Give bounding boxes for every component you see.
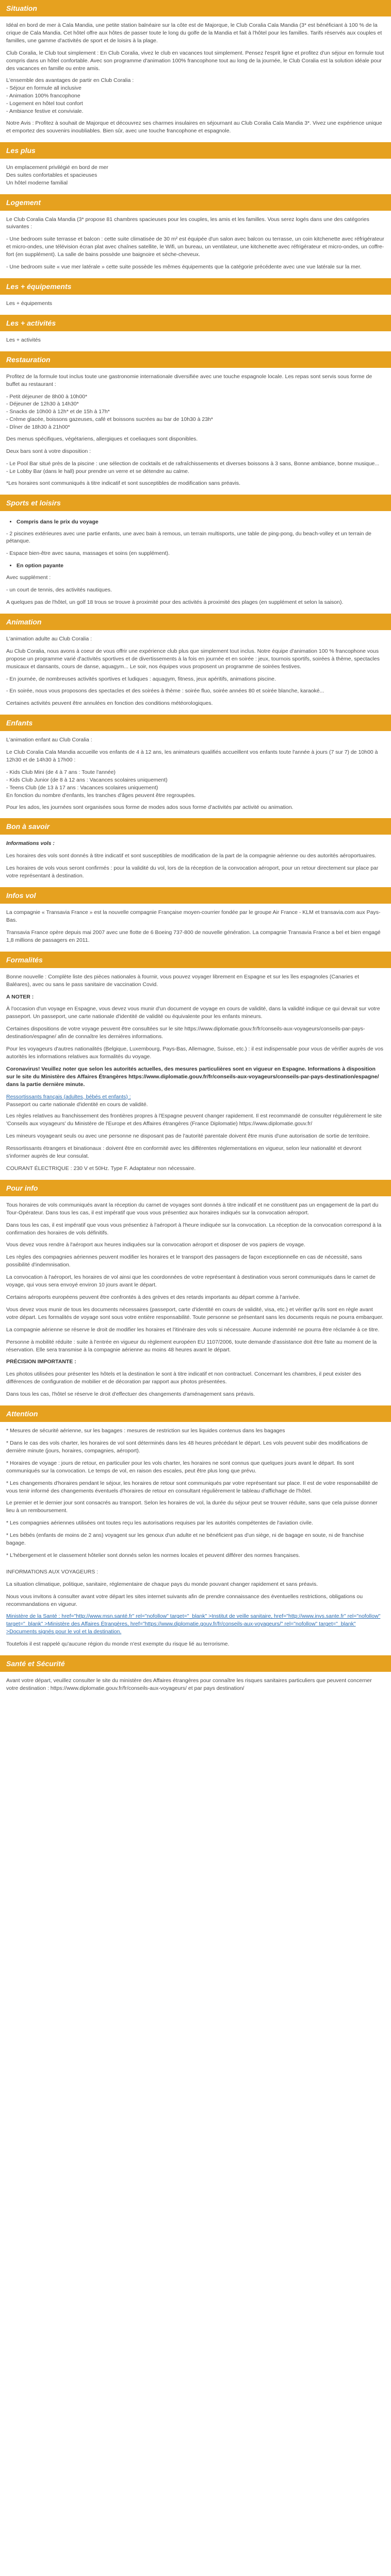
sports-golf: A quelques pas de l'hôtel, un golf 18 trous se trouve à proximité pour des activités à proximité des plages (en supplément et selon la saison). <box>6 599 344 605</box>
section-bon-savoir <box>0 818 391 887</box>
formalites-covid: Coronavirus! Veuillez noter que selon les autorités actuelles, des mesures particulières sont en vigueur en Espagne. Informations à disposition sur le site du Ministère des Affaires Étrangères https://www.diplomatie.gouv.fr/fr/conseils-aux-voyageurs/conseils-par-pays-destination/espagne/ dans la partie dernière minute. <box>6 1065 379 1088</box>
attention-text: * Les compagnies aériennes utilisées ont toutes reçu les autorisations requises par les autorités compétentes de l'aviation civile. <box>6 1520 313 1527</box>
section-equipements <box>0 278 391 315</box>
pour-info-text: Vous devez vous rendre à l'aéroport aux heures indiquées sur la convocation aéroport et disposer de vos papiers de voyage. <box>6 1242 305 1248</box>
animation-note: Certaines activités peuvent être annulées en fonction des conditions météorologiques. <box>6 700 213 707</box>
bon-savoir-text: Les horaires de vols vous seront confirmés : pour la validité du vol, lors de la réception de la convocation aéroport, pour un retour directement sur place par votre représentant à destination. <box>6 865 379 879</box>
section-title-activites: Les + activités <box>0 315 391 331</box>
pour-info-text: La compagnie aérienne se réserve le droit de modifier les horaires et l'itinéraire des vols si nécessaire. Aucune indemnité ne pourra être réclamée à ce titre. <box>6 1326 380 1333</box>
attention-text: * Horaires de voyage : jours de retour, en particulier pour les vols charter, les horaires ne sont connus que quelques jours avant le départ. Ils sont communiqués sur la convocation. Le temps de vol, en raison des escales, peut être plus long que prévu. <box>6 1460 354 1474</box>
section-title-sante: Santé et Sécurité <box>0 1655 391 1672</box>
section-formalites <box>0 952 391 1180</box>
section-title-pour-info: Pour info <box>0 1180 391 1196</box>
formalites-foreign: Ressortissants étrangers et binationaux : doivent être en conformité avec les différentes réglementations en vigueur, selon leur nationalité et devront s'informer auprès de leur consulat. <box>6 1145 362 1160</box>
section-title-sports: Sports et loisirs <box>0 495 391 511</box>
animation-day: - En journée, de nombreuses activités sportives et ludiques : aquagym, fitness, jeux apéritifs, animations piscine. <box>6 675 276 682</box>
infos-vol-text: Transavia France opère depuis mai 2007 avec une flotte de 6 Boeing 737-800 de nouvelle génération. La compagnie Transavia France a bel et bien engagé 1,8 millions de passagers en 2011. <box>6 929 381 943</box>
infos-vol-text: La compagnie « Transavia France » est la nouvelle compagnie Française moyen-courrier fondée par le groupe Air France - KLM et transavia.com aux Pays-Bas. <box>6 909 381 923</box>
section-title-formalites: Formalités <box>0 952 391 968</box>
section-restauration <box>0 351 391 495</box>
logement-suite-2: - Une bedroom suite « vue mer latérale » cette suite possède les mêmes équipements que la catégorie précédente avec une vue latérale sur la mer. <box>6 264 362 270</box>
restauration-note: *Les horaires sont communiqués à titre indicatif et sont susceptibles de modification sans préavis. <box>6 480 241 486</box>
plus-item: Des suites confortables et spacieuses <box>6 172 97 178</box>
section-title-situation: Situation <box>0 0 391 16</box>
pour-info-text: Dans tous les cas, l'hôtel se réserve le droit d'effectuer des changements d'aménagement sans préavis. <box>6 1391 255 1398</box>
enfants-label: L'animation enfant au Club Coralia : <box>6 737 92 743</box>
pour-info-text: Les règles des compagnies aériennes peuvent modifier les horaires et le transport des passagers de façon exceptionnelle en cas de nécessité, sans possibilité d'indemnisation. <box>6 1254 362 1268</box>
animation-evening: - En soirée, nous vous proposons des spectacles et des soirées à thème : soirée fluo, soirée années 80 et soirée blanche, karaoké... <box>6 688 324 694</box>
sports-option-heading: • En option payante <box>17 562 385 570</box>
section-activites <box>0 315 391 351</box>
informations-terrorism: Toutefois il est rappelé qu'aucune région du monde n'est exempte du risque lié au terrorisme. <box>6 1641 230 1648</box>
animation-intro: Au Club Coralia, nous avons à coeur de vous offrir une expérience club plus que simplement tout inclus. Notre équipe d'animation 100 % francophone vous propose un programme varié d'activités sportives et de divertissements à la fois en journée et en soirée : jeux, tournois sportifs, soirées à thème, spectacles musicaux et dansants, cours de danse, aquagym... Le soir, nos équipes vous proposent un programme de soirées festives. <box>6 648 380 670</box>
section-title-restauration: Restauration <box>0 351 391 368</box>
section-attention <box>0 1405 391 1655</box>
restauration-hours: - Snacks de 10h00 à 12h* et de 15h à 17h* <box>6 409 110 415</box>
animation-label: L'animation adulte au Club Coralia : <box>6 635 92 642</box>
restauration-hours: - Dîner de 18h30 à 21h00* <box>6 424 70 431</box>
section-animation <box>0 614 391 715</box>
formalites-electric: COURANT ÉLECTRIQUE : 230 V et 50Hz. Type F. Adaptateur non nécessaire. <box>6 1165 196 1172</box>
sports-included-text: - 2 piscines extérieures avec une partie enfants, une avec bain à remous, un terrain multisports, une table de ping-pong, du beach-volley et un terrain de pétanque. <box>6 530 372 545</box>
section-sports <box>0 495 391 614</box>
restauration-menus: Des menus spécifiques, végétariens, allergiques et coeliaques sont disponibles. <box>6 436 198 443</box>
situation-list-item: - Ambiance festive et conviviale. <box>6 108 84 115</box>
section-title-animation: Animation <box>0 614 391 630</box>
section-title-bon-savoir: Bon à savoir <box>0 818 391 835</box>
informations-text: Nous vous invitons à consulter avant votre départ les sites internet suivants afin de prendre connaissance des éventuelles restrictions, obligations ou recommandations en vigueur. <box>6 1593 363 1607</box>
logement-intro: Le Club Coralia Cala Mandia (3* propose 81 chambres spacieuses pour les couples, les amis et les familles. Vous serez logés dans une des catégories suivantes : <box>6 216 369 230</box>
pour-info-text: Tous horaires de vols communiqués avant la réception du carnet de voyages sont donnés à titre indicatif et ne constituent pas un engagement de la part du Tour-Opérateur. Dans tous les cas, il est impératif que vous vous présentiez aux horaires indiqués sur la convocation aéroport. <box>6 1201 379 1216</box>
formalites-note-label: A NOTER : <box>6 993 34 1000</box>
restauration-intro: Profitez de la formule tout inclus toute une gastronomie internationale diversifiée avec une touche espagnole locale. Les repas sont servis sous forme de buffet au restaurant : <box>6 373 372 387</box>
sante-text: Avant votre départ, veuillez consulter le site du ministère des Affaires étrangères pour connaître les risques sanitaires particuliers que peuvent concerner votre destination : https://www.diplomatie.gouv.fr/fr/conseils-aux-voyageurs/ et par pays destination/ <box>6 1677 372 1691</box>
section-infos-vol <box>0 887 391 952</box>
enfants-intro: Le Club Coralia Cala Mandia accueille vos enfants de 4 à 12 ans, les animateurs qualifiés accueillent vos enfants toute l'année à jours (7 sur 7) de 10h00 à 12h30 et de 14h30 à 17h00 : <box>6 749 378 764</box>
formalites-text: À l'occasion d'un voyage en Espagne, vous devez vous munir d'un document de voyage en cours de validité, dans la validité indique ce qui devrait sur votre passeport. Un passeport, une carte nationale d'identité de validité ou équivalente pour les enfants mineurs. <box>6 1006 380 1020</box>
attention-text: * Dans le cas des vols charter, les horaires de vol sont déterminés dans les 48 heures précédant le départ. Les vols peuvent subir des modifications de dernière minute (jours, horaires, compagnies, aéroport). <box>6 1439 368 1454</box>
section-logement <box>0 194 391 278</box>
enfants-club: - Teens Club (de 13 à 17 ans : Vacances scolaires uniquement) <box>6 784 158 791</box>
section-title-infos-vol: Infos vol <box>0 887 391 904</box>
pour-info-text: Les photos utilisées pour présenter les hôtels et la destination le sont à titre indicatif et non contractuel. Concernant les chambres, il peut exister des différences de configuration de mobilier et de décoration par rapport aux photos présentées. <box>6 1371 362 1385</box>
section-situation <box>0 0 391 142</box>
formalites-text: Les mineurs voyageant seuls ou avec une personne ne disposant pas de l'autorité parentale doivent être munis d'une autorisation de sortie de territoire. <box>6 1133 370 1140</box>
enfants-club: - Kids Club Mini (de 4 à 7 ans : Toute l'année) <box>6 769 116 775</box>
situation-advantages-label: L'ensemble des avantages de partir en Club Coralia : <box>6 77 134 84</box>
pour-info-text: Dans tous les cas, il est impératif que vous vous présentiez à l'aéroport à l'heure indiquée sur la convocation. La réception de la convocation correspond à la confirmation des horaires de vols définitifs. <box>6 1222 382 1236</box>
section-sante <box>0 1655 391 1700</box>
section-title-equipements: Les + équipements <box>0 278 391 295</box>
restauration-bar: - Le Lobby Bar (dans le hall) pour prendre un verre et se détendre au calme. <box>6 468 189 474</box>
section-enfants <box>0 715 391 818</box>
informations-links[interactable]: Ministère de la Santé : href="http://www.msn.santé.fr" rel="nofollow" target="_blank" >Institut de veille sanitaire, href="http://www.invs.sante.fr" rel="nofollow" target="_blank" >Ministère des Affaires Étrangères, href="https://www.diplomatie.gouv.fr/fr/conseils-aux-voyageurs/" rel="nofollow" target="_blank" >Documents signés pour le vol et la destination. <box>6 1613 381 1635</box>
sports-supplement-text: - un court de tennis, des activités nautiques. <box>6 587 112 594</box>
attention-text: * L'hébergement et le classement hôtelier sont donnés selon les normes locales et peuvent différer des normes françaises. <box>6 1552 300 1558</box>
bon-savoir-label: Informations vols : <box>6 840 55 847</box>
pour-info-text: La convocation à l'aéroport, les horaires de vol ainsi que les coordonnées de votre représentant à destination vous seront communiqués dans le carnet de voyage, qui vous sera envoyé environ 10 jours avant le départ. <box>6 1274 376 1289</box>
attention-text: * Les changements d'horaires pendant le séjour, les horaires de retour sont communiqués par votre représentant sur place. Il est de votre responsabilité de vous tenir informé des changements éventuels d'horaires de retour en consultant régulièrement le tableau d'affichage de l'hôtel. <box>6 1480 378 1494</box>
formalites-french-text: Passeport ou carte nationale d'identité en cours de validité. <box>6 1101 148 1108</box>
sports-included-heading: • Compris dans le prix du voyage <box>17 518 385 526</box>
formalites-intro: Bonne nouvelle : Complète liste des pièces nationales à fournir, vous pouvez voyager librement en Espagne et sur les îles espagnoles (Canaries et Baléares), avec ou sans le pass sanitaire de vaccination Covid. <box>6 973 360 988</box>
attention-text: Le premier et le dernier jour sont consacrés au transport. Selon les horaires de vol, la durée du séjour peut se trouver réduite, sans que cela puisse donner lieu à un remboursement. <box>6 1500 378 1514</box>
activites-text: Les + activités <box>6 336 41 343</box>
formalites-french-label[interactable]: Ressortissants français (adultes, bébés et enfants) : <box>6 1093 131 1100</box>
logement-suite-1: - Une bedroom suite terrasse et balcon : cette suite climatisée de 30 m² est équipée d'un salon avec balcon ou terrasse, un coin kitchenette avec réfrigérateur et micro-ondes, une télévision écran plat avec chaînes satellite, le Wifi, un bureau, un ventilateur, une kitchenette avec réfrigérateur et micro-ondes, un coffre-fort (en supplément). La salle de bains possède une baignoire et sèche-cheveux. <box>6 236 384 258</box>
informations-label: INFORMATIONS AUX VOYAGEURS : <box>6 1568 99 1575</box>
restauration-bars-label: Deux bars sont à votre disposition : <box>6 448 91 454</box>
situation-list-item: - Animation 100% francophone <box>6 93 80 99</box>
situation-club: Club Coralia, le Club tout simplement : En Club Coralia, vivez le club en vacances tout simplement. Pensez l'esprit ligne et profitez d'un séjour en formule tout compris dans un hôtel confortable. Avec son programme d'animation 100% francophone tout au long de la journée, le Club Coralia est la solution idéale pour des vacances en famille ou entre amis. <box>6 49 384 72</box>
pour-info-text: Vous devez vous munir de tous les documents nécessaires (passeport, carte d'identité en cours de validité, visa, etc.) et vérifier qu'ils sont en règle avant votre départ. Les formalités de voyage sont sous votre entière responsabilité. Toute personne se présentant sans les documents requis ne pourra embarquer. <box>6 1306 384 1320</box>
section-title-logement: Logement <box>0 194 391 211</box>
sports-supplement-label: Avec supplément : <box>6 574 51 581</box>
attention-liquids: * Mesures de sécurité aérienne, sur les bagages : mesures de restriction sur les liquides contenus dans les bagages <box>6 1428 285 1434</box>
section-title-enfants: Enfants <box>0 715 391 731</box>
section-title-plus: Les plus <box>0 142 391 159</box>
plus-item: Un hôtel moderne familial <box>6 179 68 186</box>
enfants-club: - Kids Club Junior (de 8 à 12 ans : Vacances scolaires uniquement) <box>6 776 168 783</box>
formalites-text: Les règles relatives au franchissement des frontières propres à l'Espagne peuvent changer rapidement. Il est recommandé de consulter régulièrement le site 'Conseils aux voyageurs' du Ministère de l'Europe et des Affaires étrangères (France Diplomatie) https://www.diplomatie.gouv.fr/ <box>6 1113 382 1127</box>
situation-list-item: - Séjour en formule all inclusive <box>6 85 82 92</box>
section-title-attention: Attention <box>0 1405 391 1422</box>
pour-info-text: Certains aéroports européens peuvent être confrontés à des grèves et des retards importants au départ comme à l'arrivée. <box>6 1294 300 1300</box>
situation-intro: Idéal en bord de mer à Cala Mandia, une petite station balnéaire sur la côte est de Majorque, le Club Coralia Cala Mandia (3* est bénéficiant à 100 % de la crique de Cala Mandia. Cet hôtel offre aux hôtes de passer toute le long du golfe de la Mandia et fait à l'hôtel pour les familles. Tarifs réservés aux couples et familles, une gamme d'activités de sport et de loisirs à la plage. <box>6 22 382 44</box>
restauration-hours: - Déjeuner de 12h30 à 14h30* <box>6 401 79 408</box>
restauration-bar: - Le Pool Bar situé près de la piscine : une sélection de cocktails et de rafraîchissements et diverses boissons à 3 sans, Bonne ambiance, bonne musique... <box>6 460 380 467</box>
plus-item: Un emplacement privilégié en bord de mer <box>6 164 108 171</box>
informations-text: La situation climatique, politique, sanitaire, réglementaire de chaque pays du monde pouvant changer rapidement et sans préavis. <box>6 1581 318 1587</box>
pour-info-precision-label: PRÉCISION IMPORTANTE : <box>6 1359 76 1365</box>
situation-notre-avis: Notre Avis : Profitez à souhait de Majorque et découvrez ses charmes insulaires en séjournant au Club Coralia Cala Mandia 3*. Vivez une expérience unique et emportez des souvenirs inoubliables. Bien sûr, avec une touche francophone et espagnole. <box>6 120 382 134</box>
equipements-text: Les + équipements <box>6 300 53 307</box>
situation-list-item: - Logement en hôtel tout confort <box>6 100 83 107</box>
section-plus <box>0 142 391 194</box>
attention-text: * Les bébés (enfants de moins de 2 ans) voyagent sur les genoux d'un adulte et ne bénéficient pas d'un siège, ni de bagage en soute, ni de franchise bagage. <box>6 1532 364 1547</box>
formalites-text: Pour les voyageurs d'autres nationalités (Belgique, Luxembourg, Pays-Bas, Allemagne, Suisse, etc.) : il est indispensable pour vous de vérifier auprès de vos autorités les informations relatives aux formalités du voyage. <box>6 1046 383 1060</box>
formalites-text: Certaines dispositions de votre voyage peuvent être consultées sur le site https://www.diplomatie.gouv.fr/fr/conseils-aux-voyageurs/conseils-par-pays-destination/espagne/ afin de connaître les dernières informations. <box>6 1026 365 1040</box>
section-pour-info <box>0 1180 391 1405</box>
restauration-hours: - Crème glacée, boissons gazeuses, café et boissons sucrées au bar de 10h30 à 23h* <box>6 416 213 423</box>
sports-wellness: - Espace bien-être avec sauna, massages et soins (en supplément). <box>6 550 170 557</box>
restauration-hours: - Petit déjeuner de 8h00 à 10h00* <box>6 393 88 400</box>
pour-info-text: Personne à mobilité réduite : suite à l'entrée en vigueur du règlement européen EU 1107/2006, toute demande d'assistance doit être faite au moment de la réservation. Elle sera transmise à la compagnie aérienne au moins 48 heures avant le départ. <box>6 1338 377 1353</box>
bon-savoir-text: Les horaires des vols sont donnés à titre indicatif et sont susceptibles de modification de la part de la compagnie aérienne ou des autorités aéroportuaires. <box>6 853 377 859</box>
enfants-grouping: En fonction du nombre d'enfants, les tranches d'âges peuvent être regroupées. <box>6 792 196 799</box>
enfants-ados: Pour les ados, les journées sont organisées sous forme de modes ados sous forme d'activités par activité ou animation. <box>6 804 294 810</box>
